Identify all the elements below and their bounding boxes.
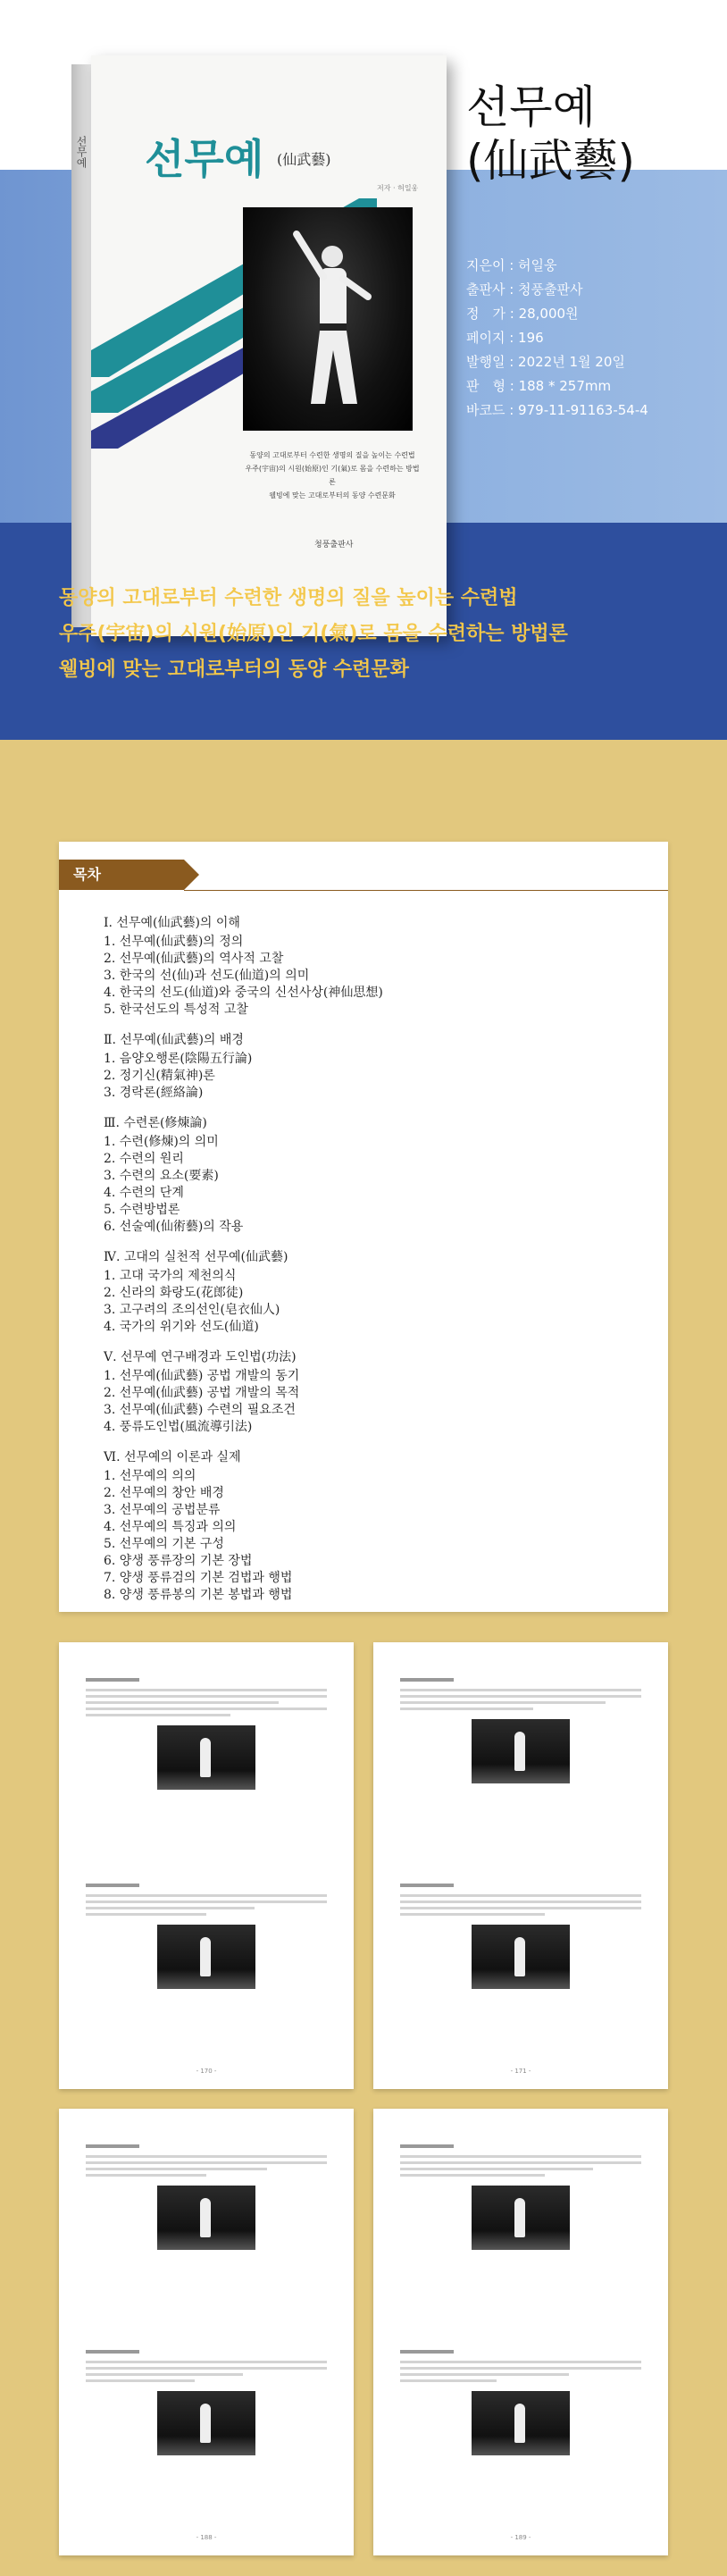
toc-item: 2. 수련의 원리: [104, 1152, 184, 1166]
cover-author: 저자 · 허일웅: [377, 184, 419, 192]
sample-page: [373, 2109, 668, 2555]
page-photo: [157, 1925, 255, 1989]
toc-item: 1. 선무예의 의의: [104, 1469, 196, 1483]
toc-list: [104, 915, 622, 1617]
page-photo: [472, 2186, 570, 2250]
toc-item: 4. 선무예의 특징과 의의: [104, 1520, 237, 1534]
toc-section-title: Ⅰ. 선무예(仙武藝)의 이해: [104, 916, 240, 930]
title-line: 선무예: [466, 81, 596, 133]
toc-item: 2. 신라의 화랑도(花郎徒): [104, 1286, 244, 1300]
page-text-block: [400, 2350, 641, 2455]
toc-item: 6. 양생 풍류장의 기본 장법: [104, 1554, 253, 1568]
cover-photo: [243, 207, 413, 431]
toc-header: 목차: [59, 860, 184, 890]
cover-description-line: 웰빙에 맞는 고대로부터의 동양 수련문화: [269, 491, 396, 499]
page-text-block: [86, 1884, 327, 1989]
toc-item: 2. 선무예(仙武藝) 공법 개발의 목적: [104, 1386, 300, 1400]
title-line: (仙武藝): [466, 135, 636, 187]
tagline: [59, 581, 568, 688]
book-front-cover: [91, 55, 447, 636]
info-price: 정 가 : 28,000원: [466, 306, 579, 322]
toc-section-title: Ⅴ. 선무예 연구배경과 도인법(功法): [104, 1350, 297, 1364]
tagline-line: 웰빙에 맞는 고대로부터의 동양 수련문화: [59, 659, 409, 681]
page-text-block: [400, 2144, 641, 2250]
hero-section: [0, 0, 727, 740]
toc-section-title: Ⅱ. 선무예(仙武藝)의 배경: [104, 1033, 244, 1047]
page-number: - 170 -: [196, 2068, 217, 2075]
info-date: 발행일 : 2022년 1월 20일: [466, 354, 625, 370]
toc-item: 7. 양생 풍류검의 기본 검법과 행법: [104, 1571, 293, 1585]
toc-section: [104, 1449, 622, 1604]
toc-section: [104, 1349, 622, 1436]
page-number: - 171 -: [510, 2068, 531, 2075]
toc-item: 4. 국가의 위기와 선도(仙道): [104, 1320, 259, 1334]
cover-description-line: 동양의 고대로부터 수련한 생명의 질을 높이는 수련법: [249, 451, 415, 459]
toc-item: 1. 수련(修煉)의 의미: [104, 1135, 219, 1149]
toc-item: 4. 수련의 단계: [104, 1186, 184, 1200]
toc-divider: [184, 890, 668, 891]
spine-title: 선무예: [75, 136, 88, 168]
cover-title: 선무예: [145, 135, 264, 183]
page-photo: [472, 2391, 570, 2455]
toc-item: 8. 양생 풍류봉의 기본 봉법과 행법: [104, 1588, 293, 1602]
tagline-line: 동양의 고대로부터 수련한 생명의 질을 높이는 수련법: [59, 587, 518, 609]
sample-page: [59, 1642, 354, 2089]
page-photo: [157, 2186, 255, 2250]
toc-item: 1. 선무예(仙武藝)의 정의: [104, 935, 244, 949]
toc-section: [104, 915, 622, 1019]
toc-item: 1. 음양오행론(陰陽五行論): [104, 1052, 253, 1066]
table-of-contents: [59, 842, 668, 1612]
info-size: 판 형 : 188 * 257mm: [466, 378, 612, 394]
toc-section-title: Ⅲ. 수련론(修煉論): [104, 1116, 207, 1130]
toc-item: 5. 선무예의 기본 구성: [104, 1537, 224, 1551]
toc-item: 3. 경락론(經絡論): [104, 1086, 204, 1100]
page-photo: [157, 1725, 255, 1790]
sample-page: [59, 2109, 354, 2555]
toc-item: 2. 선무예(仙武藝)의 역사적 고찰: [104, 952, 284, 966]
toc-item: 3. 수련의 요소(要素): [104, 1169, 219, 1183]
book-info-list: [466, 254, 648, 423]
page-text-block: [86, 2350, 327, 2455]
toc-item: 2. 선무예의 창안 배경: [104, 1486, 224, 1500]
info-barcode: 바코드 : 979-11-91163-54-4: [466, 402, 648, 418]
page-number: - 189 -: [510, 2534, 531, 2541]
toc-section: [104, 1032, 622, 1102]
page-text-block: [86, 2144, 327, 2250]
page-number: - 188 -: [196, 2534, 217, 2541]
info-pages: 페이지 : 196: [466, 330, 544, 346]
cover-description: [243, 449, 422, 502]
page-title: [466, 80, 635, 188]
publisher-logo: 청풍출판사: [314, 541, 354, 550]
toc-item: 4. 한국의 선도(仙道)와 중국의 신선사상(神仙思想): [104, 986, 383, 1000]
page-text-block: [400, 1678, 641, 1783]
info-publisher: 출판사 : 청풍출판사: [466, 281, 583, 298]
toc-item: 5. 한국선도의 특성적 고찰: [104, 1003, 248, 1017]
toc-section: [104, 1249, 622, 1336]
sample-pages: [59, 1642, 668, 2555]
toc-item: 3. 고구려의 조의선인(皂衣仙人): [104, 1303, 280, 1317]
cover-description-line: 우주(宇宙)의 시원(始原)인 기(氣)로 몸을 수련하는 방법론: [245, 465, 420, 486]
sample-page: [373, 1642, 668, 2089]
info-author: 지은이 : 허일웅: [466, 257, 557, 273]
page-photo: [157, 2391, 255, 2455]
toc-item: 3. 선무예의 공법분류: [104, 1503, 221, 1517]
toc-section: [104, 1115, 622, 1236]
toc-item: 1. 고대 국가의 제천의식: [104, 1269, 237, 1283]
toc-item: 3. 선무예(仙武藝) 수련의 필요조건: [104, 1403, 296, 1417]
toc-item: 2. 정기신(精氣神)론: [104, 1069, 215, 1083]
martial-artist-figure: [243, 207, 413, 431]
page-photo: [472, 1925, 570, 1989]
toc-item: 3. 한국의 선(仙)과 선도(仙道)의 의미: [104, 969, 310, 983]
cover-hanja: (仙武藝): [277, 151, 331, 168]
toc-item: 4. 풍류도인법(風流導引法): [104, 1420, 253, 1434]
tagline-line: 우주(宇宙)의 시원(始原)인 기(氣)로 몸을 수련하는 방법론: [59, 623, 568, 645]
toc-item: 1. 선무예(仙武藝) 공법 개발의 동기: [104, 1369, 300, 1383]
toc-item: 5. 수련방법론: [104, 1203, 180, 1217]
page-photo: [472, 1719, 570, 1783]
book-cover-image: [71, 55, 447, 636]
book-spine: [71, 64, 91, 627]
toc-section-title: Ⅵ. 선무예의 이론과 실제: [104, 1450, 241, 1464]
toc-item: 6. 선술예(仙術藝)의 작용: [104, 1220, 244, 1234]
toc-section-title: Ⅳ. 고대의 실천적 선무예(仙武藝): [104, 1250, 288, 1264]
page-text-block: [400, 1884, 641, 1989]
page-text-block: [86, 1678, 327, 1790]
